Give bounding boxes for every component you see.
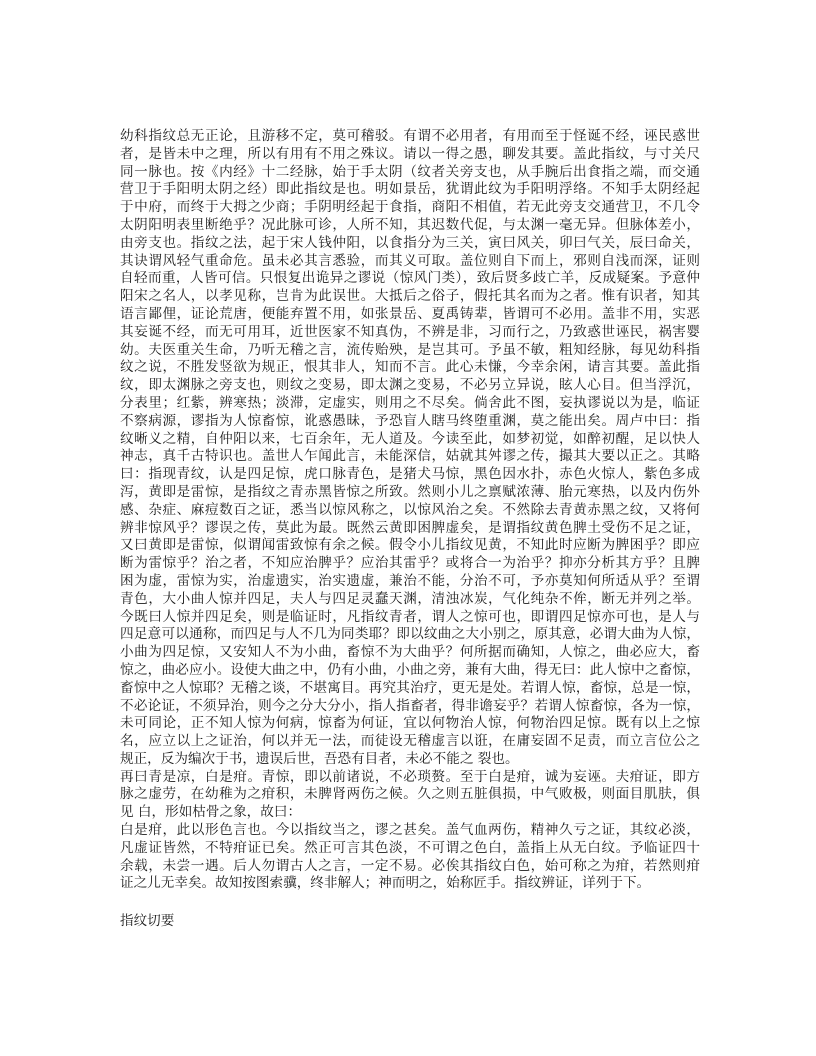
text-line: 纹，即太渊脉之旁支也，则纹之变易，即太渊之变易，不必另立异说，眩人心目。但当浮沉， (120, 377, 700, 394)
text-line: 太阴阳明表里断绝乎？况此脉可诊，人所不知，其迟数代促，与太渊一毫无异。但脉体差小， (120, 216, 700, 233)
text-line: 青色，大小曲人惊并四足，夫人与四足灵蠢天渊，清浊冰炭，气化纯杂不侔，断无并列之举。 (120, 590, 700, 607)
text-line: 分表里；红紫，辨寒热；淡滞，定虚实，则用之不尽矣。倘舍此不图，妄执谬说以为是，临证 (120, 394, 700, 411)
text-line: 泻，黄即是雷惊，是指纹之青赤黑皆惊之所致。然则小儿之禀赋浓薄、胎元寒热，以及内伤外 (120, 483, 700, 500)
text-line: 名，应立以上之证治，何以并无一法，而徒设无稽虚言以诳，在庸妄固不足责，而立言位公之 (120, 733, 700, 750)
text-line: 余载，未尝一遇。后人勿谓古人之言，一定不易。必俟其指纹白色，始可称之为疳，若然则疳 (120, 857, 700, 874)
text-line: 断为雷惊乎？治之者，不知应治脾乎？应治其雷乎？或将合一为治乎？抑亦分析其方乎？且脾 (120, 555, 700, 572)
text-line: 不察病源，谬指为人惊畜惊，讹惑愚昧，予恐盲人瞎马终堕重渊，莫之能出矣。周卢中曰：指 (120, 412, 700, 429)
text-line: 小曲为四足惊，又安知人不为小曲，畜惊不为大曲乎？何所据而确知，人惊之，曲必应大，畜 (120, 644, 700, 661)
text-line: 营卫于手阳明太阴之经）即此指纹是也。明如景岳，犹谓此纹为手阳明浮络。不知手太阴经起 (120, 181, 700, 198)
section-heading: 指纹切要 (120, 913, 175, 930)
text-line: 又曰黄即是雷惊，似谓闻雷致惊有余之候。假令小儿指纹见黄，不知此时应断为脾困乎？即应 (120, 537, 700, 554)
text-line: 畜惊中之人惊耶？无稽之谈，不堪寓目。再究其治疗，更无是处。若谓人惊，畜惊，总是一惊， (120, 679, 700, 696)
text-line: 惊之，曲必应小。设使大曲之中，仍有小曲，小曲之旁，兼有大曲，得无曰：此人惊中之畜惊， (120, 661, 700, 678)
text-line: 语言鄙俚，证论荒唐，便能弃置不用，如张景岳、夏禹铸辈，皆谓可不必用。盖非不用，实恶 (120, 305, 700, 322)
text-line: 见 白，形如枯骨之象，故曰： (120, 804, 302, 821)
paragraph (120, 128, 700, 769)
text-line: 今既曰人惊并四足矣，则是临证时，凡指纹青者，谓人之惊可也，即谓四足惊亦可也，是人与 (120, 608, 700, 625)
text-line: 阳宋之名人，以孝见称，岂肯为此误世。大抵后之俗子，假托其名而为之者。惟有识者，知其 (120, 288, 700, 305)
text-line: 由旁支也。指纹之法，起于宋人钱仲阳，以食指分为三关，寅曰风关，卯曰气关，辰曰命关， (120, 234, 700, 251)
text-line: 困为虚，雷惊为实，治虚遗实，治实遗虚，兼治不能，分治不可，予亦莫知何所适从乎？至谓 (120, 572, 700, 589)
text-line: 白是疳，此以形色言也。今以指纹当之，谬之甚矣。盖气血两伤，精神久亏之证，其纹必淡， (120, 822, 700, 839)
text-line: 幼科指纹总无正论，且游移不定，莫可稽驳。有谓不必用者，有用而至于怪诞不经，诬民惑世 (120, 128, 700, 144)
text-line: 不必论证，不须异治，则今之分大分小，指人指畜者，得非谵妄乎？若谓人惊畜惊，各为一惊， (120, 697, 700, 714)
text-line: 于中府，而终于大拇之少商；手阴明经起于食指，商阳不相值，若无此旁支交通营卫，不几令 (120, 199, 700, 216)
text-line: 幼。夫医重关生命，乃听无稽之言，流传贻殃，是岂其可。予虽不敏，粗知经脉，每见幼科指 (120, 341, 700, 358)
text-line: 再曰青是凉，白是疳。青惊，即以前诸说，不必琐赘。至于白是疳，诚为妄诬。夫疳证，即方 (120, 768, 700, 785)
paragraph (120, 822, 700, 893)
paragraph (120, 769, 700, 822)
text-line: 凡虚证皆然，不特疳证已矣。然正可言其色淡，不可谓之色白，盖指上从无白纹。予临证四十 (120, 839, 700, 856)
document-body (120, 128, 700, 931)
text-line: 者，是皆未中之理，所以有用有不用之殊议。请以一得之愚，聊发其要。盖此指纹，与寸关尺 (120, 145, 700, 162)
text-line: 同一脉也。按《内经》十二经脉，始于手太阴（纹者关旁支也，从手腕后出食指之端，而交通 (120, 163, 700, 180)
text-line: 辨非惊风乎？谬误之传，莫此为最。既然云黄即困脾虚矣，是谓指纹黄色脾土受伤不足之证， (120, 519, 700, 536)
text-line: 其妄诞不经，而无可用耳，近世医家不知真伪，不辨是非，习而行之，乃致惑世诬民，祸害婴 (120, 323, 700, 340)
text-line: 脉之虚劳，在幼稚为之疳积，未脾肾两伤之候。久之则五脏俱损，中气败极，则面目肌肤，俱 (120, 786, 700, 803)
text-line: 纹晰义之精，自仲阳以来，七百余年，无人道及。今读至此，如梦初觉，如醉初醒，足以快人 (120, 430, 700, 447)
text-line: 规正，反为编次于书，遗误后世，吾恐有目者，未必不能之 裂也。 (120, 750, 519, 767)
text-line: 其诀谓风轻气重命危。虽未必其言悉验，而其义可取。盖位则自下而上，邪则自浅而深，证则 (120, 252, 700, 269)
text-line: 证之儿无幸矣。故知按图索骥，终非解人；神而明之，始称匠手。指纹辨证，详列于下。 (120, 875, 651, 892)
text-line: 曰：指现青纹，认是四足惊，虎口脉青色，是猪犬马惊，黑色因水扑，赤色火惊人，紫色多成 (120, 466, 700, 483)
text-line: 自轻而重，人皆可信。只恨复出诡异之谬说（惊风门类），致后贤多歧亡羊，反成疑案。予意仲 (120, 270, 700, 287)
text-line: 未可同论，正不知人惊为何病，惊畜为何证，宜以何物治人惊，何物治四足惊。既有以上之惊 (120, 715, 700, 732)
text-line: 四足意可以通称，而四足与人不几为同类耶？即以纹曲之大小别之，原其意，必谓大曲为人惊， (120, 626, 700, 643)
text-line: 神志，真千古特识也。盖世人乍闻此言，未能深信，姑就其舛谬之传，撮其大要以正之。其略 (120, 448, 700, 465)
paragraphs (120, 128, 700, 893)
text-line: 感、杂症、麻痘数百之证，悉当以惊风称之，以惊风治之矣。不然除去青黄赤黑之纹，又将何 (120, 501, 700, 518)
blank-line (120, 893, 700, 911)
text-line: 纹之说，不胜发竖欲为规正，恨其非人，知而不言。此心未慊，今幸余闲，请言其要。盖此指 (120, 359, 700, 376)
